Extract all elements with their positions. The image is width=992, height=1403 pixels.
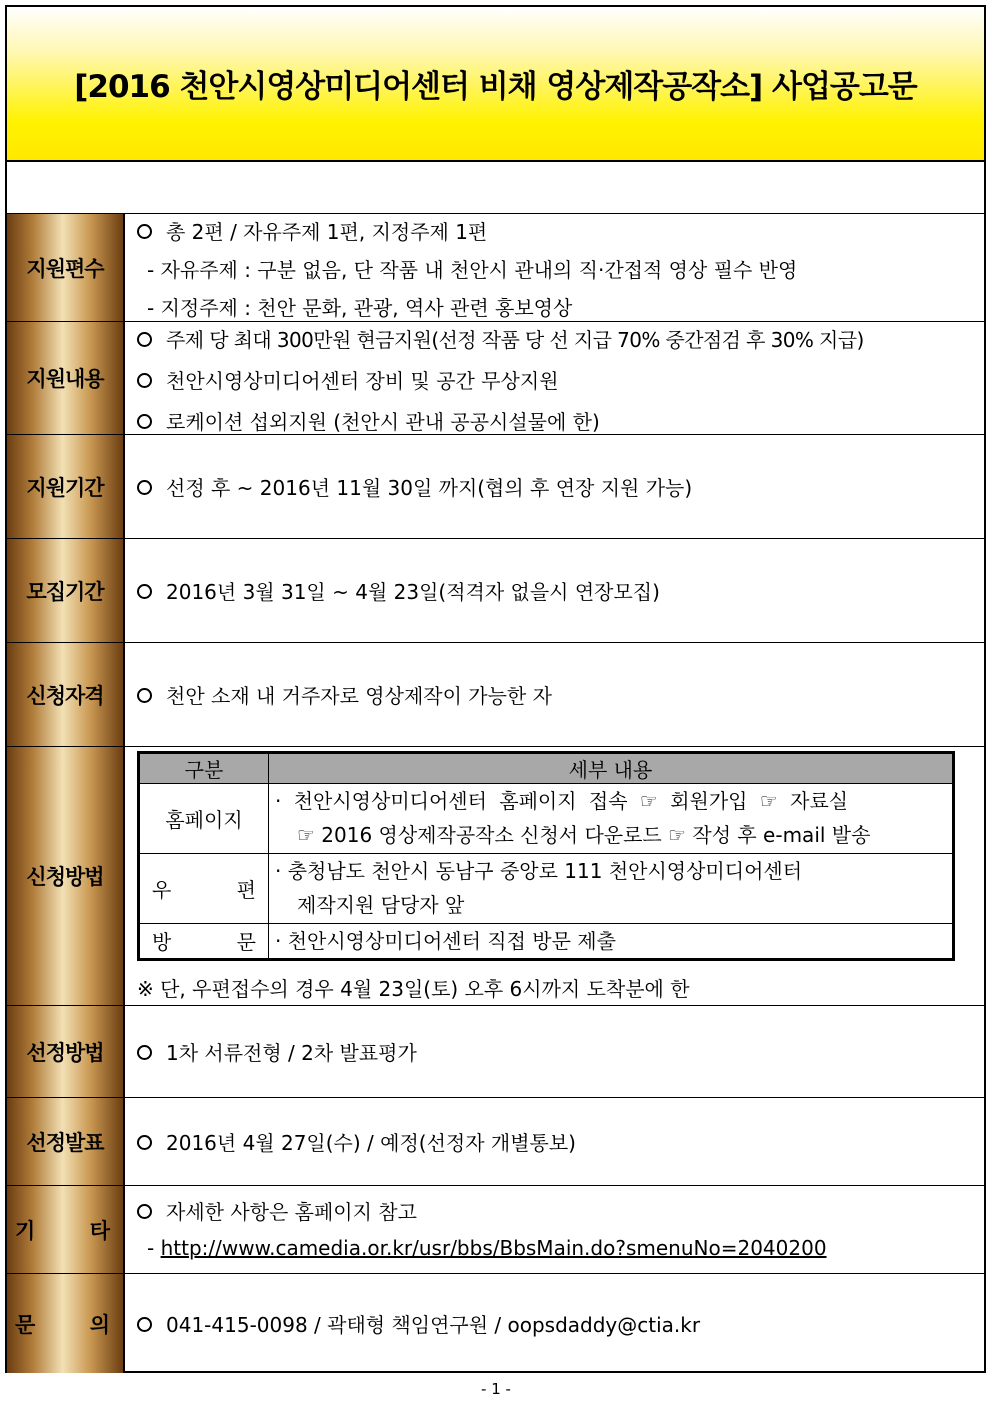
- bullet-line: 2016년 3월 31일 ~ 4월 23일(적격자 없을시 연장모집): [137, 576, 660, 605]
- circle-bullet-icon: [137, 1135, 152, 1150]
- circle-bullet-icon: [137, 1204, 152, 1219]
- bullet-line: 1차 서류전형 / 2차 발표평가: [137, 1037, 417, 1066]
- row-content: [127, 643, 984, 746]
- circle-bullet-icon: [137, 1045, 152, 1060]
- circle-bullet-icon: [137, 1317, 152, 1332]
- sub-line: - 지정주제 : 천안 문화, 관광, 역사 관련 홍보영상: [147, 296, 573, 320]
- bullet-line: 자세한 사항은 홈페이지 참고: [137, 1196, 417, 1225]
- table-row: [140, 853, 953, 923]
- bullet-line: 041-415-0098 / 곽태형 책임연구원 / oopsdaddy@ctia.kr: [137, 1309, 700, 1338]
- table-cell-category: 우 편: [140, 853, 269, 923]
- circle-bullet-icon: [137, 224, 152, 239]
- circle-bullet-icon: [137, 480, 152, 495]
- table-header-category: 구분: [140, 754, 269, 784]
- row-label: 신청방법: [7, 747, 125, 1005]
- homepage-link[interactable]: http://www.camedia.or.kr/usr/bbs/BbsMain.do?smenuNo=2040200: [160, 1236, 827, 1260]
- row-content: [127, 1274, 984, 1373]
- announcement-document: [5, 5, 986, 1373]
- table-cell-detail: · 천안시영상미디어센터 직접 방문 제출: [269, 923, 953, 958]
- row-apply-method: [7, 747, 984, 1006]
- row-label: 신청자격: [7, 643, 125, 746]
- row-content: [127, 747, 984, 1005]
- bullet-line: 2016년 4월 27일(수) / 예정(선정자 개별통보): [137, 1127, 576, 1156]
- row-label: 모집기간: [7, 539, 125, 642]
- sub-line: - 자유주제 : 구분 없음, 단 작품 내 천안시 관내의 직·간접적 영상 필수 반영: [147, 258, 798, 282]
- row-content: [127, 214, 984, 321]
- row-support-period: [7, 435, 984, 539]
- table-row: [140, 784, 953, 854]
- row-label: 지원편수: [7, 214, 125, 321]
- table-header-detail: 세부 내용: [269, 754, 953, 784]
- row-label: 지원기간: [7, 435, 125, 538]
- circle-bullet-icon: [137, 688, 152, 703]
- row-content: [127, 539, 984, 642]
- table-cell-category: 홈페이지: [140, 784, 269, 854]
- apply-method-table: [137, 751, 955, 961]
- bullet-line: 총 2편 / 자유주제 1편, 지정주제 1편: [137, 216, 487, 245]
- page-number: - 1 -: [481, 1380, 511, 1398]
- bullet-line: 천안 소재 내 거주자로 영상제작이 가능한 자: [137, 680, 552, 709]
- row-support-count: [7, 214, 984, 322]
- bullet-line: 로케이션 섭외지원 (천안시 관내 공공시설물에 한): [137, 406, 600, 435]
- row-label: 지원내용: [7, 322, 125, 434]
- page-title: [2016 천안시영상미디어센터 비채 영상제작공작소] 사업공고문: [74, 69, 917, 105]
- row-eligibility: [7, 643, 984, 747]
- title-banner: [7, 7, 984, 162]
- bullet-line: 선정 후 ~ 2016년 11월 30일 까지(협의 후 연장 지원 가능): [137, 472, 692, 501]
- row-content: [127, 1186, 984, 1273]
- row-label: 기 타: [7, 1186, 125, 1273]
- row-content: [127, 435, 984, 538]
- row-announcement: [7, 1098, 984, 1186]
- circle-bullet-icon: [137, 414, 152, 429]
- bullet-line: 천안시영상미디어센터 장비 및 공간 무상지원: [137, 365, 559, 394]
- row-label: 선정방법: [7, 1006, 125, 1097]
- circle-bullet-icon: [137, 332, 152, 347]
- circle-bullet-icon: [137, 584, 152, 599]
- link-line: - http://www.camedia.or.kr/usr/bbs/BbsMain.do?smenuNo=2040200: [147, 1236, 827, 1260]
- row-selection-method: [7, 1006, 984, 1098]
- bullet-line: 주제 당 최대 300만원 현금지원(선정 작품 당 선 지급 70% 중간점검 후 30% 지급): [137, 324, 864, 353]
- table-cell-detail: · 천안시영상미디어센터 홈페이지 접속 ☞ 회원가입 ☞ 자료실 ☞ 2016 영상제작공작소 신청서 다운로드 ☞ 작성 후 e-mail 발송: [269, 784, 953, 854]
- row-label: 문 의: [7, 1274, 125, 1373]
- row-content: [127, 1098, 984, 1185]
- row-label: 선정발표: [7, 1098, 125, 1185]
- row-content: [127, 322, 984, 434]
- blank-row: [7, 162, 984, 214]
- table-row: [140, 923, 953, 958]
- circle-bullet-icon: [137, 373, 152, 388]
- row-content: [127, 1006, 984, 1097]
- table-cell-detail: · 충청남도 천안시 동남구 중앙로 111 천안시영상미디어센터 제작지원 담당자 앞: [269, 853, 953, 923]
- table-cell-category: 방 문: [140, 923, 269, 958]
- note-text: ※ 단, 우편접수의 경우 4월 23일(토) 오후 6시까지 도착분에 한: [137, 977, 690, 1001]
- row-support-content: [7, 322, 984, 435]
- row-inquiry: [7, 1274, 984, 1373]
- row-recruit-period: [7, 539, 984, 643]
- row-etc: [7, 1186, 984, 1274]
